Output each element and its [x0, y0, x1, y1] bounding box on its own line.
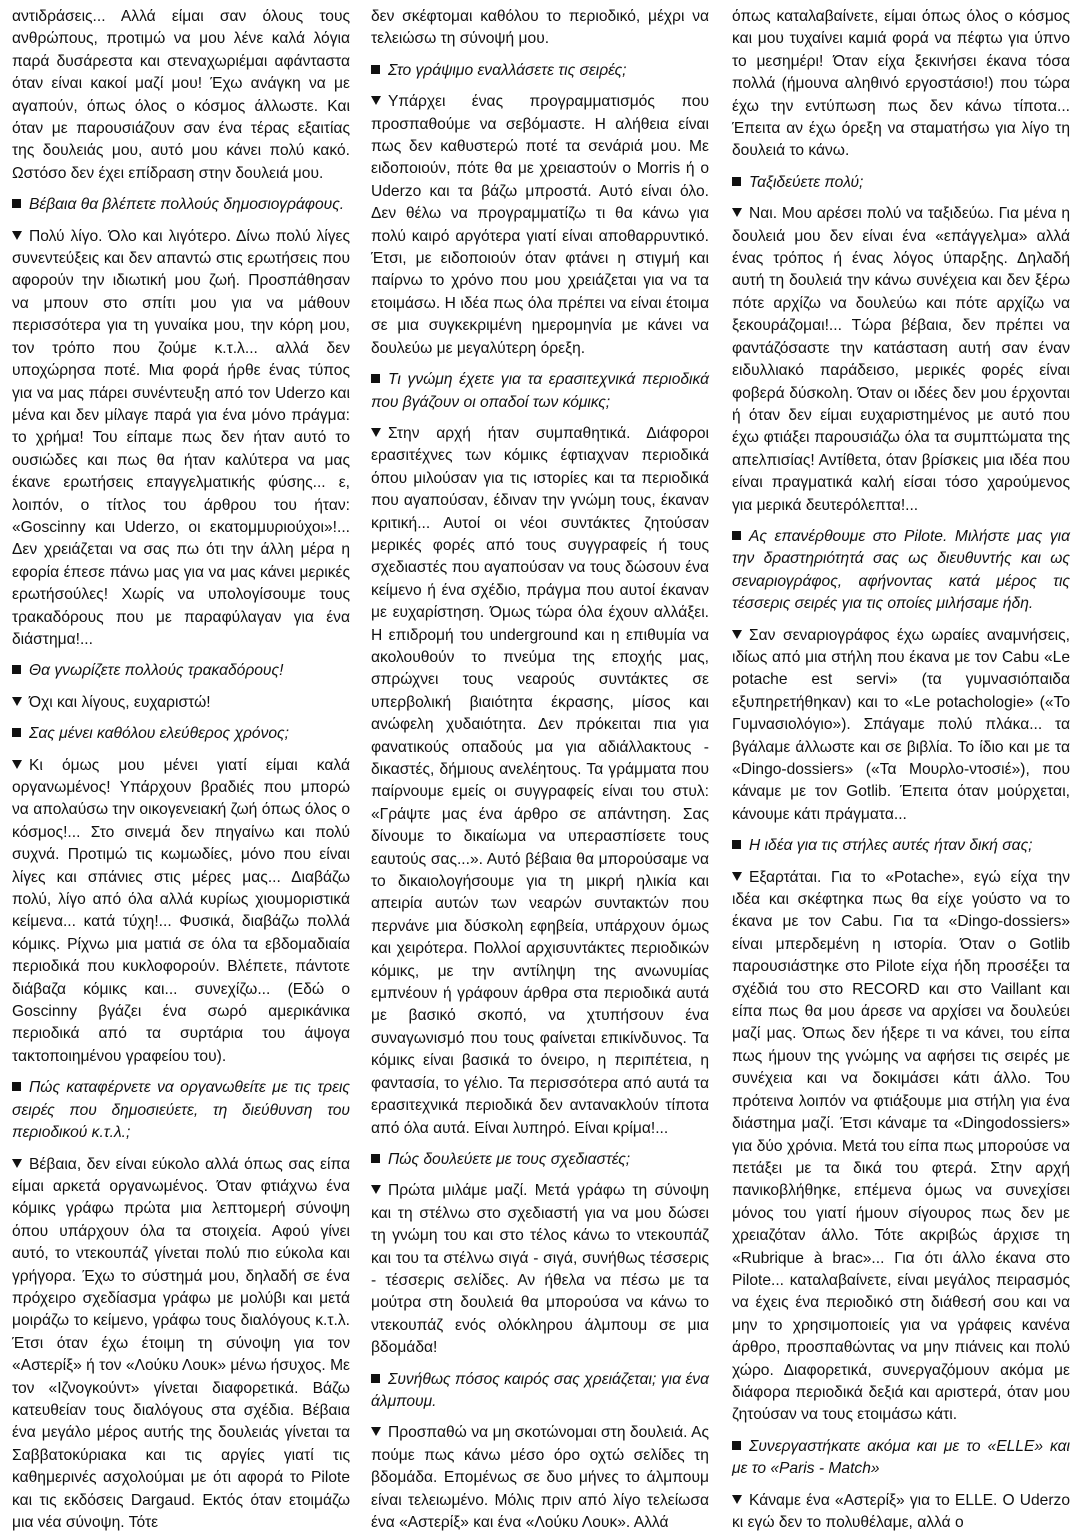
interview-question [732, 172, 1070, 194]
paragraph-text: Προσπαθώ να μη σκοτώνομαι στη δουλειά. Ας πούμε πως κάνω μέσο όρο οχτώ σελίδες τη βδομάδα. Επομένως σε δυο μήνες το άλμπουμ είναι τελειωμένο. Μόλις πριν από λίγο τελείωσα ένα «Αστερίξ» και ένα «Λούκυ Λουκ». Αλλά [371, 1424, 709, 1531]
interview-question [371, 1149, 709, 1171]
square-bullet-icon [732, 177, 741, 186]
triangle-bullet-icon [12, 697, 22, 706]
interview-question [732, 835, 1070, 857]
paragraph-text: Κι όμως μου μένει γιατί είμαι καλά οργανωμένος! Υπάρχουν βραδιές που μπορώ να απολαύσω την οικογενειακή ζωή όπως όλος ο κόσμος!... Στο σινεμά δεν πηγαίνω και πολύ συχνά. Προτιμώ τις κωμωδίες, μόνο που είναι λίγες και σπάνιες στις μέρες μας... Διαβάζω πολύ, λίγο από όλα αλλά κυρίως χιουμοριστικά κείμενα... κατά τύχη!... Φυσικά, διαβάζω πολλά κόμικς. Ρίχνω μια ματιά σε όλα τα εβδομαδιαία περιοδικά που κυκλοφορούν. Βλέπετε, πάντοτε διάβαζα κόμικς και... συνεχίζω... (Εδώ ο Goscinny βγάζει ένα σωρό αμερικάνικα περιοδικά από τα συρτάρια του άψογα τακτοποιημένου γραφείου του). [12, 757, 350, 1065]
interview-answer [732, 867, 1070, 1427]
square-bullet-icon [12, 1082, 21, 1091]
interview-answer [12, 755, 350, 1069]
paragraph-text: αντιδράσεις... Αλλά είμαι σαν όλους τους ανθρώπους, προτιμώ να μου λένε καλά λόγια παρά δυσάρεστα και στεναχωριέμαι αφάνταστα όταν είναι κακοί μαζί μου! Έχω ανάγκη να με αγαπούν, όπως όλος ο κόσμος άλλωστε. Και όταν με παρουσιάζουν σαν ένα τέρας εξαιτίας της δουλειάς μου, αυτό μου κάνει πολύ κακό. Ωστόσο δεν έχει επίδραση στην δουλειά μου. [12, 8, 350, 182]
paragraph-text: Σαν σεναριογράφος έχω ωραίες αναμνήσεις, ιδίως από μια στήλη που έκανα με τον Cabu «Le potache est servi» (τα γυμνασιόπαιδα εξυπηρετήθηκαν) και το «Le potachologie» («Το Γυμνασιολόγιο»). Σπάγαμε πολύ πλάκα... τα βγάλαμε άλλωστε και σε βιβλία. Το ίδιο και με τα «Dingo-dossiers» («Τα Μουρλο-ντοσιέ»), που κάναμε με τον Gotlib. Έπειτα όταν μούρχεται, κάνουμε κάτι πράγματα... [732, 627, 1070, 823]
paragraph-text: Υπάρχει ένας προγραμματισμός που προσπαθούμε να σεβόμαστε. Η αλήθεια είναι πως δεν καθυστερώ ποτέ τα σενάριά μου. Με ειδοποιούν, πότε θα με χρειαστούν ο Morris ή ο Uderzo και τα βάζω μπροστά. Αυτό είναι όλο. Δεν θέλω να προγραμματίζω τι θα κάνω για πολύ καιρό αργότερα γιατί είναι αποθαρρυντικό. Έτσι, με ειδοποιούν όταν φτάνει η στιγμή και παίρνω το χρόνο που μου χρειάζεται για να τα ετοιμάσω. Η ιδέα πως όλα πρέπει να είναι έτοιμα σε μια συγκεκριμένη ημερομηνία με κάνει να δουλεύω με μεγαλύτερη όρεξη. [371, 93, 709, 356]
interview-answer [12, 1154, 350, 1534]
text-column-1 [12, 6, 350, 1418]
continued-text [12, 6, 350, 185]
paragraph-text: Συνεργαστήκατε ακόμα και με το «ELLE» και με το «Paris - Match» [732, 1438, 1070, 1477]
paragraph-text: Θα γνωρίζετε πολλούς τρακαδόρους! [29, 662, 283, 679]
continued-text [732, 6, 1070, 163]
paragraph-text: Πολύ λίγο. Όλο και λιγότερο. Δίνω πολύ λίγες συνεντεύξεις και δεν απαντώ στις ερωτήσεις που αφορούν την ιδιωτική μου ζωή. Προσπάθησαν να μπουν στο σπίτι μου για να μάθουν περισσότερα για τη γυναίκα μου, την κόρη μου, τον τρόπο που ζούμε κ.τ.λ... αλλά δεν υποχώρησα ποτέ. Μια φορά ήρθε ένας τύπος για να μας πάρει συνέντευξη από τον Uderzo και μένα και δεν μίλαγε παρά για ένα μόνο πράγμα: το χρήμα! Του είπαμε πως δεν ήταν αυτό το ουσιώδες και πως θα ήταν καλύτερα να μας έκανε ερωτήσεις επαγγελματικής φύσης... ε, λοιπόν, ο τίτλος του άρθρου του ήταν: «Goscinny και Uderzo, οι εκατομμυριούχοι»!... Δεν χρειάζεται να σας πω ότι την άλλη μέρα η εφορία έπεσε πάνω μας για να μας κάνει μερικές ερωτήσούλες! Χωρίς να υπολογίσουμε τους τρακαδόρους που με παραφύλαγαν για ένα διάστημα!... [12, 228, 350, 648]
interview-answer [371, 1180, 709, 1359]
interview-question [12, 194, 350, 216]
text-column-3 [732, 6, 1070, 1418]
paragraph-text: Βέβαια, δεν είναι εύκολο αλλά όπως σας είπα είμαι αρκετά οργανωμένος. Όταν φτιάχνω ένα κόμικς γράφω πρώτα μια λεπτομερή σύνοψη όπου υπάρχουν όλα τα στοιχεία. Αφού γίνει αυτό, το ντεκουπάζ γίνεται πολύ πιο εύκολα και γρήγορα. Έχω το σύστημά μου, δηλαδή σε ένα πρόχειρο σχεδίασμα γράφω με μολύβι και μετά μοιράζω το κείμενο, γράφω τους διαλόγους κ.τ.λ. Έτσι όταν έχω έτοιμη τη σύνοψη για τον «Αστερίξ» ή τον «Λούκυ Λουκ» μένω ήσυχος. Με τον «Ιζνογκούντ» γίνεται διαφορετικά. Βάζω κατευθείαν τους διαλόγους στα σχέδια. Βέβαια ένα μεγάλο μέρος αυτής της δουλειάς γίνεται τα Σαββατοκύριακα και τις αργίες γιατί τις καθημερινές ασχολούμαι με ότι αφορά το Pilote και τις εκδόσεις Dargaud. Εκτός όταν ετοιμάζω μια νέα σύνοψη. Τότε [12, 1156, 350, 1532]
paragraph-text: Ας επανέρθουμε στο Pilote. Μιλήστε μας για την δραστηριότητά σας ως διευθυντής και ως σεναριογράφος, αφήνοντας κατά μέρος τις τέσσερις σειρές για τις οποίες μιλήσαμε ήδη. [732, 528, 1070, 612]
square-bullet-icon [12, 728, 21, 737]
paragraph-text: Πώς καταφέρνετε να οργανωθείτε με τις τρεις σειρές που δημοσιεύετε, τη διεύθυνση του περιοδικού κ.τ.λ.; [12, 1079, 350, 1141]
triangle-bullet-icon [371, 428, 381, 437]
paragraph-text: Τι γνώμη έχετε για τα ερασιτεχνικά περιοδικά που βγάζουν οι οπαδοί των κόμικς; [371, 371, 709, 410]
interview-answer [371, 423, 709, 1140]
square-bullet-icon [371, 65, 380, 74]
interview-answer [371, 1422, 709, 1534]
continued-text [371, 6, 709, 51]
paragraph-text: Όχι και λίγους, ευχαριστώ! [29, 694, 211, 711]
triangle-bullet-icon [12, 231, 22, 240]
paragraph-text: Σας μένει καθόλου ελεύθερος χρόνος; [29, 725, 289, 742]
interview-question [732, 526, 1070, 616]
paragraph-text: Στην αρχή ήταν συμπαθητικά. Διάφοροι ερασιτέχνες των κόμικς έφτιαχναν περιοδικά όπου μιλούσαν για τις ιστορίες και τα περιοδικά που αγαπούσαν, έδιναν την γνώμη τους, έκαναν κριτική... Αυτοί οι νέοι συντάκτες ζητούσαν μερικές φορές από τους συγγραφείς ή τους σχεδιαστές που αγαπούσαν να τους δώσουν ένα κείμενο ή ένα σχέδιο, πράγμα που αυτοί έκαναν με ευχαρίστηση. Όμως τώρα όλα έχουν αλλάξει. Η επιδρομή του underground και η επιθυμία να ακολουθούν το πνεύμα της εποχής μας, σπρώχνει τους νεαρούς συντάκτες σε υπερβολική βιαιότητα έκρασης, μίσος και ανώφελη χυδαιότητα. Δεν πρόκειται πια για φανατικούς οπαδούς μα για αδιάλλακτους - δικαστές, δήμιους ανελέητους. Τα γράμματα που παίρνουμε εμείς οι συγγραφείς είναι του στυλ: «Γράψτε μας ένα άρθρο σε απάντηση. Σας δίνουμε το δικαίωμα να υπερασπίσετε τους εαυτούς σας...». Αυτό βέβαια θα μπορούσαμε να το δικαιολογήσουμε για τη μικρή ηλικία και απειρία αυτών των νεαρών συντακτών που περνάνε μια δύσκολη εφηβεία, υπάρχουν όμως και χειρότερα. Πολλοί αρχισυντάκτες περιοδικών κόμικς, με την αντίληψη της ανωνυμίας εμπνέουν ή γράφουν άρθρα στα περιοδικά αυτά με βασικό σκοπό, να χτυπήσουν ένα συναγωνισμό που τους φαίνεται επικίνδυνος. Τα κόμικς είναι βασικά το όνειρο, η περιπέτεια, η φαντασία, το γέλιο. Τα περισσότερα από αυτά τα ερασιτεχνικά περιοδικά δεν αντανακλούν τίποτα από όλα αυτά. Είναι λυπηρό. Είναι κρίμα!... [371, 425, 709, 1137]
paragraph-text: Η ιδέα για τις στήλες αυτές ήταν δική σας; [749, 837, 1033, 854]
interview-question [732, 1436, 1070, 1481]
triangle-bullet-icon [371, 1185, 381, 1194]
paragraph-text: όπως καταλαβαίνετε, είμαι όπως όλος ο κόσμος και μου τυχαίνει καμιά φορά να πέφτω για ύπνο το μεσημέρι! Όταν είχα ξεκινήσει έκανα τόσα πολλά (ήμουνα αληθινό εργοστάσιο!) που τώρα έχω την εντύπωση πως δεν κάνω τίποτα... Έπειτα αν έχω όρεξη να σταματήσω για λίγο τη δουλειά το κάνω. [732, 8, 1070, 159]
interview-question [371, 1369, 709, 1414]
paragraph-text: Ναι. Μου αρέσει πολύ να ταξιδεύω. Για μένα η δουλειά μου δεν είναι ένα «επάγγελμα» αλλά ένας τρόπος ή ένας λόγος ύπαρξης. Δηλαδή αυτή τη δουλειά την κάνω συνέχεια και δεν ξέρω πότε αρχίζω να δουλεύω και πότε αρχίζω να ξεκουράζομαι!... Τώρα βέβαια, δεν πρέπει να φαντάζόσαστε την κατάσταση αυτή σαν έναν ειδυλλιακό παράδεισο, μερικές φορές είναι φοβερά δύσκολη. Όταν οι ιδέες δεν μου έρχονται ή όταν δεν είμαι ευχαριστημένος με αυτό που έχω φτιάξει παρουσιάζω όλα τα συμπτώματα της απελπισίας! Αντίθετα, όταν βρίσκεις μια ιδέα που είναι πραγματικά καλή είσαι τόσο χαρούμενος για μερικά δευτερόλεπτα!... [732, 205, 1070, 513]
paragraph-text: Συνήθως πόσος καιρός σας χρειάζεται; για ένα άλμπουμ. [371, 1371, 709, 1410]
square-bullet-icon [12, 665, 21, 674]
interview-question [12, 1077, 350, 1144]
paragraph-text: Κάναμε ένα «Αστερίξ» για το ELLE. Ο Uderzo κι εγώ δεν το πολυθέλαμε, αλλά ο [732, 1492, 1070, 1531]
triangle-bullet-icon [732, 872, 742, 881]
triangle-bullet-icon [371, 96, 381, 105]
interview-answer [12, 226, 350, 652]
paragraph-text: Πώς δουλεύετε με τους σχεδιαστές; [388, 1151, 630, 1168]
interview-question [371, 60, 709, 82]
paragraph-text: Πρώτα μιλάμε μαζί. Μετά γράφω τη σύνοψη και τη στέλνω στο σχεδιαστή για να μου δώσει τη γνώμη του και στο τέλος κάνω το ντεκουπάζ και του τα στέλνω σιγά - σιγά, συνήθως τέσσερις - τέσσερις σελίδες. Αν ήθελα να πέσω με τα μούτρα στη δουλειά θα μπορούσα να κάνω το ντεκουπάζ ενός ολόκληρου άλμπουμ σε μια βδομάδα! [371, 1182, 709, 1356]
triangle-bullet-icon [732, 208, 742, 217]
paragraph-text: Ταξιδεύετε πολύ; [749, 174, 863, 191]
triangle-bullet-icon [732, 1495, 742, 1504]
interview-question [12, 723, 350, 745]
square-bullet-icon [732, 1441, 741, 1450]
square-bullet-icon [371, 374, 380, 383]
paragraph-text: Εξαρτάται. Για το «Potache», εγώ είχα την ιδέα και σκέφτηκα πως θα είχε γούστο να το έκανα με τον Cabu. Για τα «Dingo-dossiers» είναι μπερδεμένη η ιστορία. Όταν ο Gotlib παρουσιάστηκε στο Pilote είχα ήδη προσέξει τα σχέδιά του στο RECORD και στο Vaillant και είπα πως θα μου άρεσε να αρχίσει να δουλεύει μαζί μας. Όπως δεν ήξερε τι να κάνει, του είπα πως ήμουν της γνώμης να αφήσει τις σειρές με συνέχεια και να δοκιμάσει κάτι άλλο. Του πρότεινα λοιπόν να φτιάξουμε μια στήλη για ένα διάστημα μαζί. Έτσι κάναμε τα «Dingodossiers» για δύο χρόνια. Μετά του είπα πως μπορούσε να πετάξει με τα δικά του φτερά. Στην αρχή πανικοβλήθηκε, επέμενα όμως να συνεχίσει μόνος του γιατί ήμουν σίγουρος πως δεν με χρειαζόταν άλλο. Τότε ακριβώς άρχισε τη «Rubrique à brac»... Για ότι άλλο έκανα στο Pilote... καταλαβαίνετε, είναι μεγάλος πειρασμός να έχεις ένα περιοδικό στη διάθεσή σου και να μην το χρησιμοποιείς για να γράφεις κανένα άρθρο, προσπαθώντας να μην πιάνεις και πολύ χώρο. Διαφορετικά, συνεργαζόμουν ακόμα με διάφορα περιοδικά δεξιά και αριστερά, όταν μου ζητούσαν να τους ετοιμάσω κάτι. [732, 869, 1070, 1424]
square-bullet-icon [371, 1154, 380, 1163]
text-column-2 [371, 6, 709, 1418]
paragraph-text: Στο γράψιμο εναλλάσετε τις σειρές; [388, 62, 627, 79]
interview-question [12, 660, 350, 682]
square-bullet-icon [371, 1374, 380, 1383]
interview-answer [732, 625, 1070, 827]
square-bullet-icon [732, 840, 741, 849]
paragraph-text: Βέβαια θα βλέπετε πολλούς δημοσιογράφους. [29, 196, 344, 213]
interview-answer [732, 1490, 1070, 1534]
triangle-bullet-icon [12, 760, 22, 769]
interview-answer [732, 203, 1070, 517]
interview-answer [12, 692, 350, 714]
paragraph-text: δεν σκέφτομαι καθόλου το περιοδικό, μέχρι να τελειώσω τη σύνοψή μου. [371, 8, 709, 47]
interview-question [371, 369, 709, 414]
triangle-bullet-icon [732, 630, 742, 639]
square-bullet-icon [12, 199, 21, 208]
square-bullet-icon [732, 531, 741, 540]
triangle-bullet-icon [12, 1159, 22, 1168]
interview-answer [371, 91, 709, 360]
triangle-bullet-icon [371, 1427, 381, 1436]
